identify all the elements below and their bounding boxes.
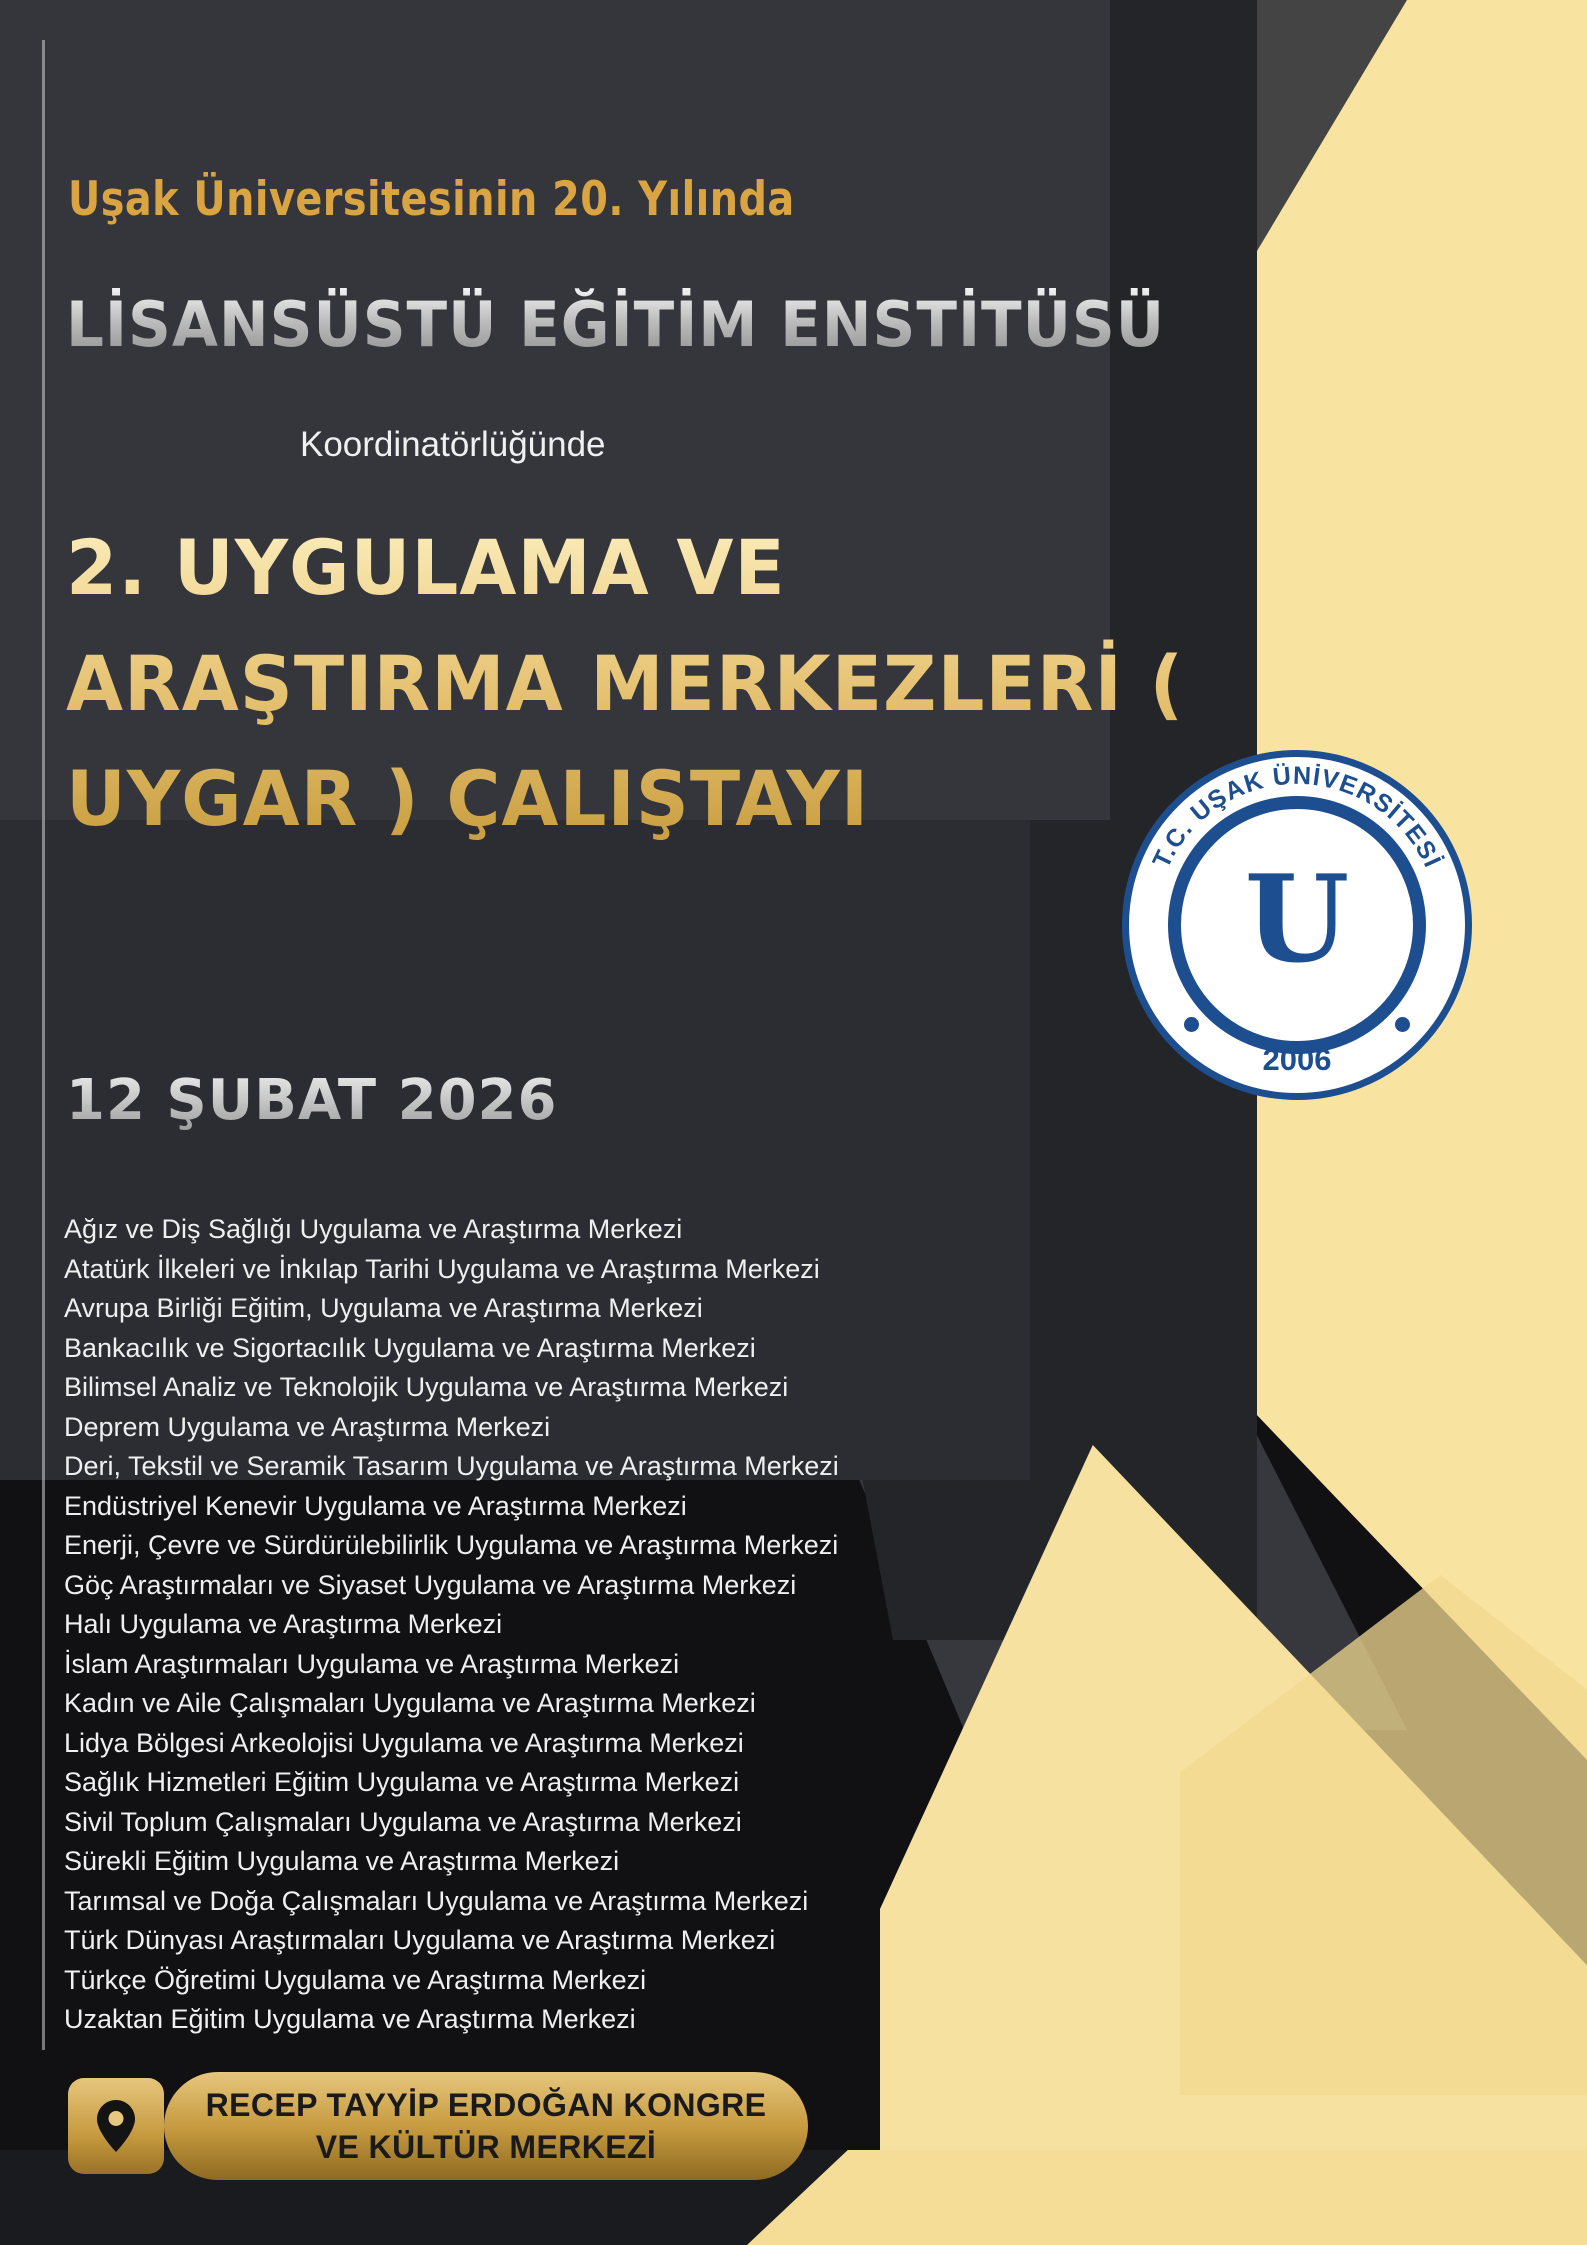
- list-item: Halı Uygulama ve Araştırma Merkezi: [64, 1609, 503, 1639]
- list-item: Uzaktan Eğitim Uygulama ve Araştırma Merkezi: [64, 2004, 636, 2034]
- list-item: Avrupa Birliği Eğitim, Uygulama ve Araştırma Merkezi: [64, 1293, 703, 1323]
- venue-line-2: VE KÜLTÜR MERKEZİ: [315, 2129, 657, 2165]
- list-item: Bilimsel Analiz ve Teknolojik Uygulama ve Araştırma Merkezi: [64, 1372, 789, 1402]
- venue-line-1: RECEP TAYYİP ERDOĞAN KONGRE: [205, 2086, 767, 2123]
- event-date: 12 ŞUBAT 2026: [66, 1068, 558, 1133]
- list-item: Deri, Tekstil ve Seramik Tasarım Uygulama ve Araştırma Merkezi: [64, 1451, 839, 1481]
- list-item: Bankacılık ve Sigortacılık Uygulama ve Araştırma Merkezi: [64, 1332, 756, 1363]
- list-item: Lidya Bölgesi Arkeolojisi Uygulama ve Araştırma Merkezi: [64, 1727, 744, 1758]
- event-title: 2. UYGULAMA VE ARAŞTIRMA MERKEZLERİ ( UYGAR ) ÇALIŞTAYI: [66, 510, 1308, 857]
- logo-dot-right: [1395, 1017, 1410, 1032]
- list-item: Deprem Uygulama ve Araştırma Merkezi: [64, 1411, 551, 1442]
- logo-arc-label: T.C. UŞAK ÜNİVERSİTESİ: [1147, 761, 1447, 873]
- list-item: Atatürk İlkeleri ve İnkılap Tarihi Uygulama ve Araştırma Merkezi: [64, 1253, 820, 1284]
- list-item: Sürekli Eğitim Uygulama ve Araştırma Merkezi: [64, 1846, 620, 1876]
- logo-dot-left: [1184, 1017, 1199, 1032]
- list-item: Kadın ve Aile Çalışmaları Uygulama ve Araştırma Merkezi: [64, 1688, 756, 1718]
- university-logo: [1122, 750, 1472, 1100]
- venue-pill: [164, 2072, 808, 2180]
- list-item: Enerji, Çevre ve Sürdürülebilirlik Uygulama ve Araştırma Merkezi: [64, 1530, 839, 1560]
- list-item: Endüstriyel Kenevir Uygulama ve Araştırma Merkezi: [64, 1490, 687, 1521]
- list-item: Göç Araştırmaları ve Siyaset Uygulama ve Araştırma Merkezi: [64, 1569, 797, 1600]
- anniversary-line: Uşak Üniversitesinin 20. Yılında: [68, 172, 795, 227]
- list-item: Ağız ve Diş Sağlığı Uygulama ve Araştırma Merkezi: [64, 1214, 683, 1244]
- list-item: Sağlık Hizmetleri Eğitim Uygulama ve Araştırma Merkezi: [64, 1767, 740, 1797]
- list-item: Türkçe Öğretimi Uygulama ve Araştırma Merkezi: [64, 1964, 647, 1995]
- map-pin-icon: [68, 2078, 164, 2174]
- venue-bar: [68, 2072, 808, 2180]
- list-item: Türk Dünyası Araştırmaları Uygulama ve Araştırma Merkezi: [64, 1925, 776, 1955]
- coordination-line: Koordinatörlüğünde: [300, 425, 606, 464]
- logo-founding-year: 2006: [1262, 1042, 1332, 1077]
- list-item: İslam Araştırmaları Uygulama ve Araştırma Merkezi: [64, 1648, 680, 1679]
- list-item: Tarımsal ve Doğa Çalışmaları Uygulama ve Araştırma Merkezi: [64, 1885, 809, 1916]
- institute-name: LİSANSÜSTÜ EĞİTİM ENSTİTÜSÜ: [66, 288, 1166, 361]
- list-item: Sivil Toplum Çalışmaları Uygulama ve Araştırma Merkezi: [64, 1806, 742, 1837]
- logo-monogram: U: [1244, 848, 1350, 990]
- centers-list: [64, 1210, 1004, 2040]
